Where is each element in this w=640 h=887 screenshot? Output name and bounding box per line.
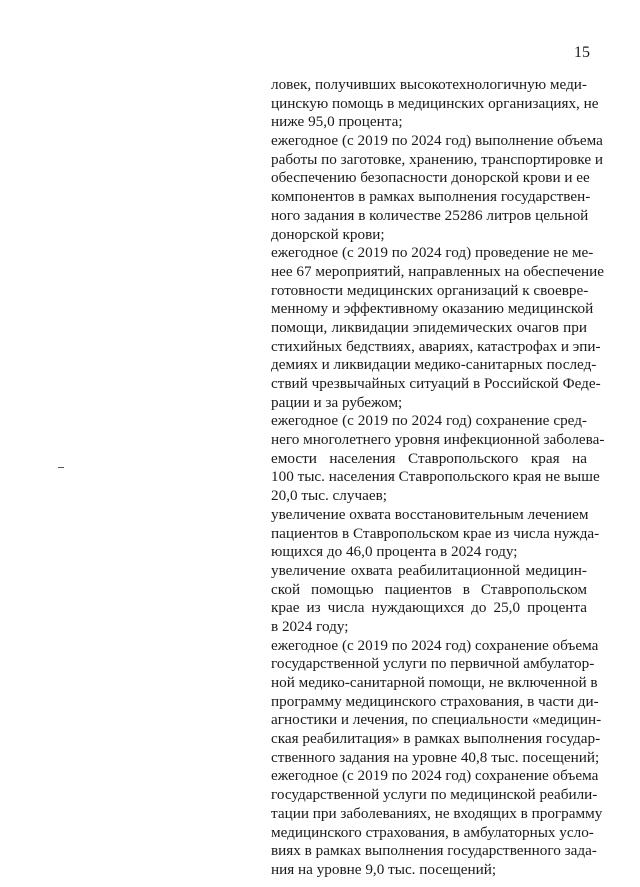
text-line: нее 67 мероприятий, направленных на обеспечение xyxy=(271,262,605,280)
text-line: ежегодное (с 2019 по 2024 год) сохранение сред- xyxy=(271,412,587,430)
text-line: пациентов в Ставропольском крае из числа нужда- xyxy=(271,524,600,542)
text-line: компонентов в рамках выполнения государствен- xyxy=(271,188,591,206)
text-line: ной медико-санитарной помощи, не включенной в xyxy=(271,674,598,691)
text-line: медицинского страхования, в амбулаторных усло- xyxy=(271,823,594,841)
text-line: донорской крови; xyxy=(271,225,385,243)
text-line: ственного задания на уровне 40,8 тыс. посещений; xyxy=(271,748,600,766)
text-line: ской помощью пациентов в Ставропольском xyxy=(271,580,587,598)
text-line: ежегодное (с 2019 по 2024 год) сохранение объема xyxy=(271,636,599,654)
text-line: ния на уровне 9,0 тыс. посещений; xyxy=(271,860,497,878)
text-line: него многолетнего уровня инфекционной заболева- xyxy=(271,431,605,449)
text-line: ежегодное (с 2019 по 2024 год) сохранение объема xyxy=(271,767,599,785)
text-line: увеличение охвата реабилитационной медицин- xyxy=(271,561,587,579)
text-line: работы по заготовке, хранению, транспортировке и xyxy=(271,150,604,168)
text-line: ловек, получивших высокотехнологичную меди- xyxy=(271,76,587,93)
text-line: демиях и ликвидации медико-санитарных послед- xyxy=(271,356,597,374)
text-line: ствий чрезвычайных ситуаций в Российской Феде- xyxy=(271,375,601,392)
text-line: агностики и лечения, по специальности «медицин- xyxy=(271,711,602,729)
text-line: государственной услуги по медицинской реабили- xyxy=(271,786,598,804)
margin-mark xyxy=(58,467,64,468)
text-line: ного задания в количестве 25286 литров цельной xyxy=(271,206,589,224)
text-line: обеспечению безопасности донорской крови и ее xyxy=(271,169,590,187)
text-line: тации при заболеваниях, не входящих в программу xyxy=(271,804,603,822)
text-line: виях в рамках выполнения государственного зада- xyxy=(271,842,597,860)
text-line: ющихся до 46,0 процента в 2024 году; xyxy=(271,543,518,561)
text-line: 20,0 тыс. случаев; xyxy=(271,487,387,505)
text-line: государственной услуги по первичной амбулатор- xyxy=(271,655,595,673)
text-line: в 2024 году; xyxy=(271,617,349,635)
text-line: менному и эффективному оказанию медицинской xyxy=(271,300,594,318)
text-line: цинскую помощь в медицинских организациях, не xyxy=(271,94,599,112)
text-line: рации и за рубежом; xyxy=(271,393,403,411)
text-line: программу медицинского страхования, в части ди- xyxy=(271,692,599,710)
page-number: 15 xyxy=(574,44,590,61)
text-line: 100 тыс. населения Ставропольского края не выше xyxy=(271,468,600,486)
text-line: ежегодное (с 2019 по 2024 год) проведение не ме- xyxy=(271,244,594,262)
text-line: увеличение охвата восстановительным лечением xyxy=(271,505,589,523)
text-line: емости населения Ставропольского края на xyxy=(271,449,587,467)
text-line: помощи, ликвидации эпидемических очагов при xyxy=(271,318,587,336)
text-line: крае из числа нуждающихся до 25,0 процента xyxy=(271,599,587,617)
text-line: готовности медицинских организаций к своевре- xyxy=(271,281,589,299)
document-body-text xyxy=(271,76,605,880)
text-line: ниже 95,0 процента; xyxy=(271,113,403,131)
text-line: ская реабилитация» в рамках выполнения государ- xyxy=(271,730,601,748)
text-line: стихийных бедствиях, авариях, катастрофах и эпи- xyxy=(271,337,601,355)
text-line: ежегодное (с 2019 по 2024 год) выполнение объема xyxy=(271,132,603,150)
